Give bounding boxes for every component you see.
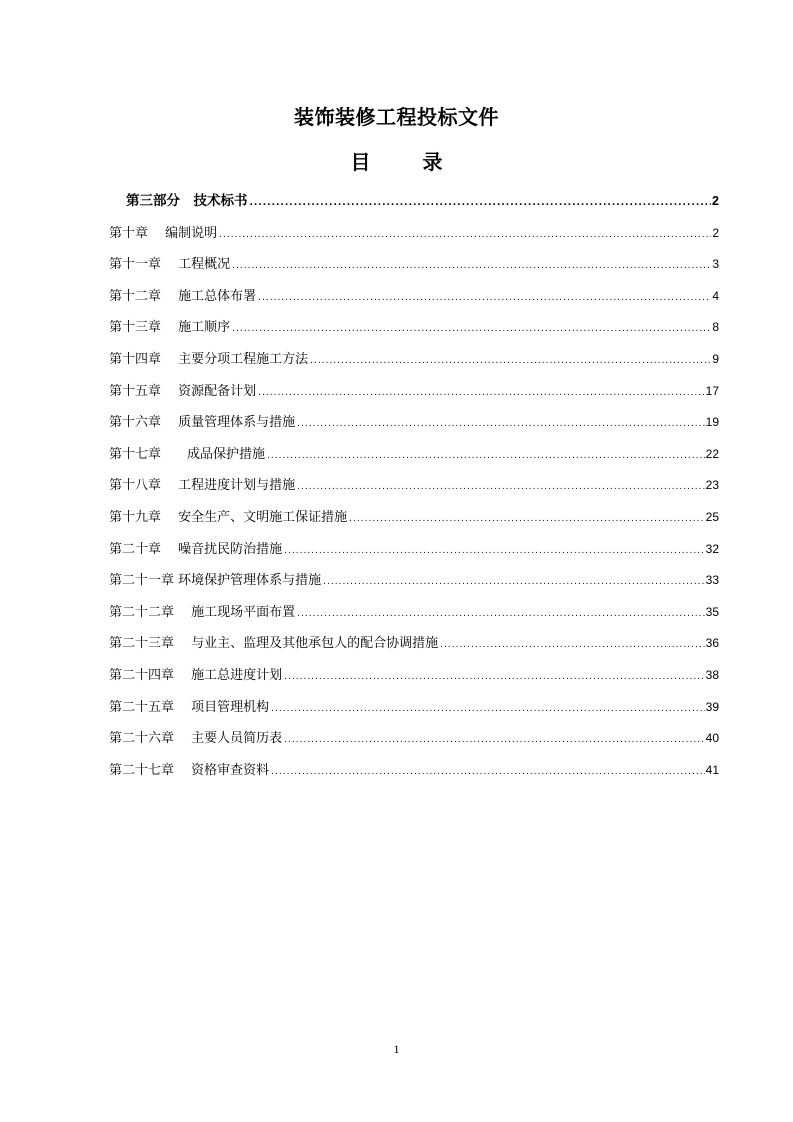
toc-dot-leader [297,409,705,441]
toc-entry-label: 第十三章 施工顺序 [109,320,231,336]
toc-chapter-entry[interactable] [109,249,719,281]
toc-entry-label: 第十二章 施工总体布署 [109,288,257,304]
toc-heading [0,148,793,176]
toc-entry-label: 第二十二章 施工现场平面布置 [109,604,296,620]
toc-dot-leader [258,283,711,315]
toc-entry-label: 第十章 编制说明 [109,225,218,241]
toc-entry-page-number: 36 [705,636,719,651]
toc-chapter-entry[interactable] [109,312,719,344]
toc-entry-label: 第二十六章 主要人员简历表 [109,731,283,747]
document-title: 装饰装修工程投标文件 [294,105,499,129]
toc-entry-label: 第十一章 工程概况 [109,257,231,273]
toc-entry-label: 第二十五章 项目管理机构 [109,699,270,715]
toc-entry-page-number: 40 [705,731,719,746]
toc-entry-page-number: 41 [705,762,719,777]
toc-entry-page-number: 38 [705,667,719,682]
toc-entry-page-number: 3 [712,257,719,272]
toc-dot-leader [258,378,705,410]
toc-entry-page-number: 35 [705,604,719,619]
toc-entry-page-number: 33 [705,573,719,588]
toc-entry-label: 第二十一章 环境保护管理体系与措施 [109,573,322,589]
toc-entry-page-number: 39 [705,699,719,714]
toc-entry-label: 第十九章 安全生产、文明施工保证措施 [109,509,348,525]
toc-entry-page-number: 2 [712,194,719,208]
toc-entry-label: 第十六章 质量管理体系与措施 [109,415,296,431]
toc-chapter-entry[interactable] [109,755,719,787]
toc-entry-label: 第十八章 工程进度计划与措施 [109,478,296,494]
toc-dot-leader [271,757,705,789]
toc-dot-leader [250,188,712,220]
toc-chapter-entry[interactable] [109,565,719,597]
toc-dot-leader [271,694,705,726]
toc-chapter-entry[interactable] [109,407,719,439]
toc-chapter-entry[interactable] [109,723,719,755]
toc-entry-label: 第三部分 技术标书 [126,193,248,209]
toc-entry-label: 第十七章 成品保护措施 [109,446,266,462]
toc-entry-page-number: 4 [712,288,719,303]
toc-chapter-entry[interactable] [109,470,719,502]
toc-dot-leader [284,662,705,694]
toc-part-entry[interactable] [109,186,719,218]
toc-entry-page-number: 9 [712,351,719,366]
toc-dot-leader [232,251,711,283]
toc-entry-label: 第二十七章 资格审查资料 [109,762,270,778]
toc-dot-leader [349,504,705,536]
toc-heading-right: 录 [422,150,443,174]
toc-entry-label: 第十五章 资源配备计划 [109,383,257,399]
toc-chapter-entry[interactable] [109,597,719,629]
toc-entry-label: 第十四章 主要分项工程施工方法 [109,351,309,367]
toc-chapter-entry[interactable] [109,376,719,408]
toc-entry-page-number: 19 [705,415,719,430]
toc-chapter-entry[interactable] [109,281,719,313]
table-of-contents [109,186,719,786]
toc-chapter-entry[interactable] [109,344,719,376]
toc-chapter-entry[interactable] [109,692,719,724]
toc-dot-leader [284,725,705,757]
toc-dot-leader [310,346,711,378]
toc-entry-page-number: 17 [705,383,719,398]
toc-entry-page-number: 25 [705,509,719,524]
toc-entry-page-number: 2 [712,225,719,240]
toc-dot-leader [267,441,705,473]
toc-entry-page-number: 23 [705,478,719,493]
toc-dot-leader [440,630,705,662]
toc-entry-label: 第二十章 噪音扰民防治措施 [109,541,283,557]
toc-entry-label: 第二十四章 施工总进度计划 [109,667,283,683]
page-number: 1 [393,1042,400,1056]
toc-chapter-entry[interactable] [109,660,719,692]
toc-entry-page-number: 8 [712,320,719,335]
toc-entry-page-number: 22 [705,446,719,461]
toc-dot-leader [297,472,705,504]
toc-chapter-entry[interactable] [109,534,719,566]
toc-dot-leader [297,599,705,631]
toc-chapter-entry[interactable] [109,218,719,250]
toc-heading-left: 目 [350,150,371,174]
toc-chapter-entry[interactable] [109,439,719,471]
toc-entry-page-number: 32 [705,541,719,556]
toc-dot-leader [323,567,705,599]
toc-chapter-entry[interactable] [109,628,719,660]
toc-dot-leader [219,220,711,252]
toc-chapter-entry[interactable] [109,502,719,534]
toc-dot-leader [232,314,711,346]
toc-dot-leader [284,536,705,568]
toc-entry-label: 第二十三章 与业主、监理及其他承包人的配合协调措施 [109,636,439,652]
